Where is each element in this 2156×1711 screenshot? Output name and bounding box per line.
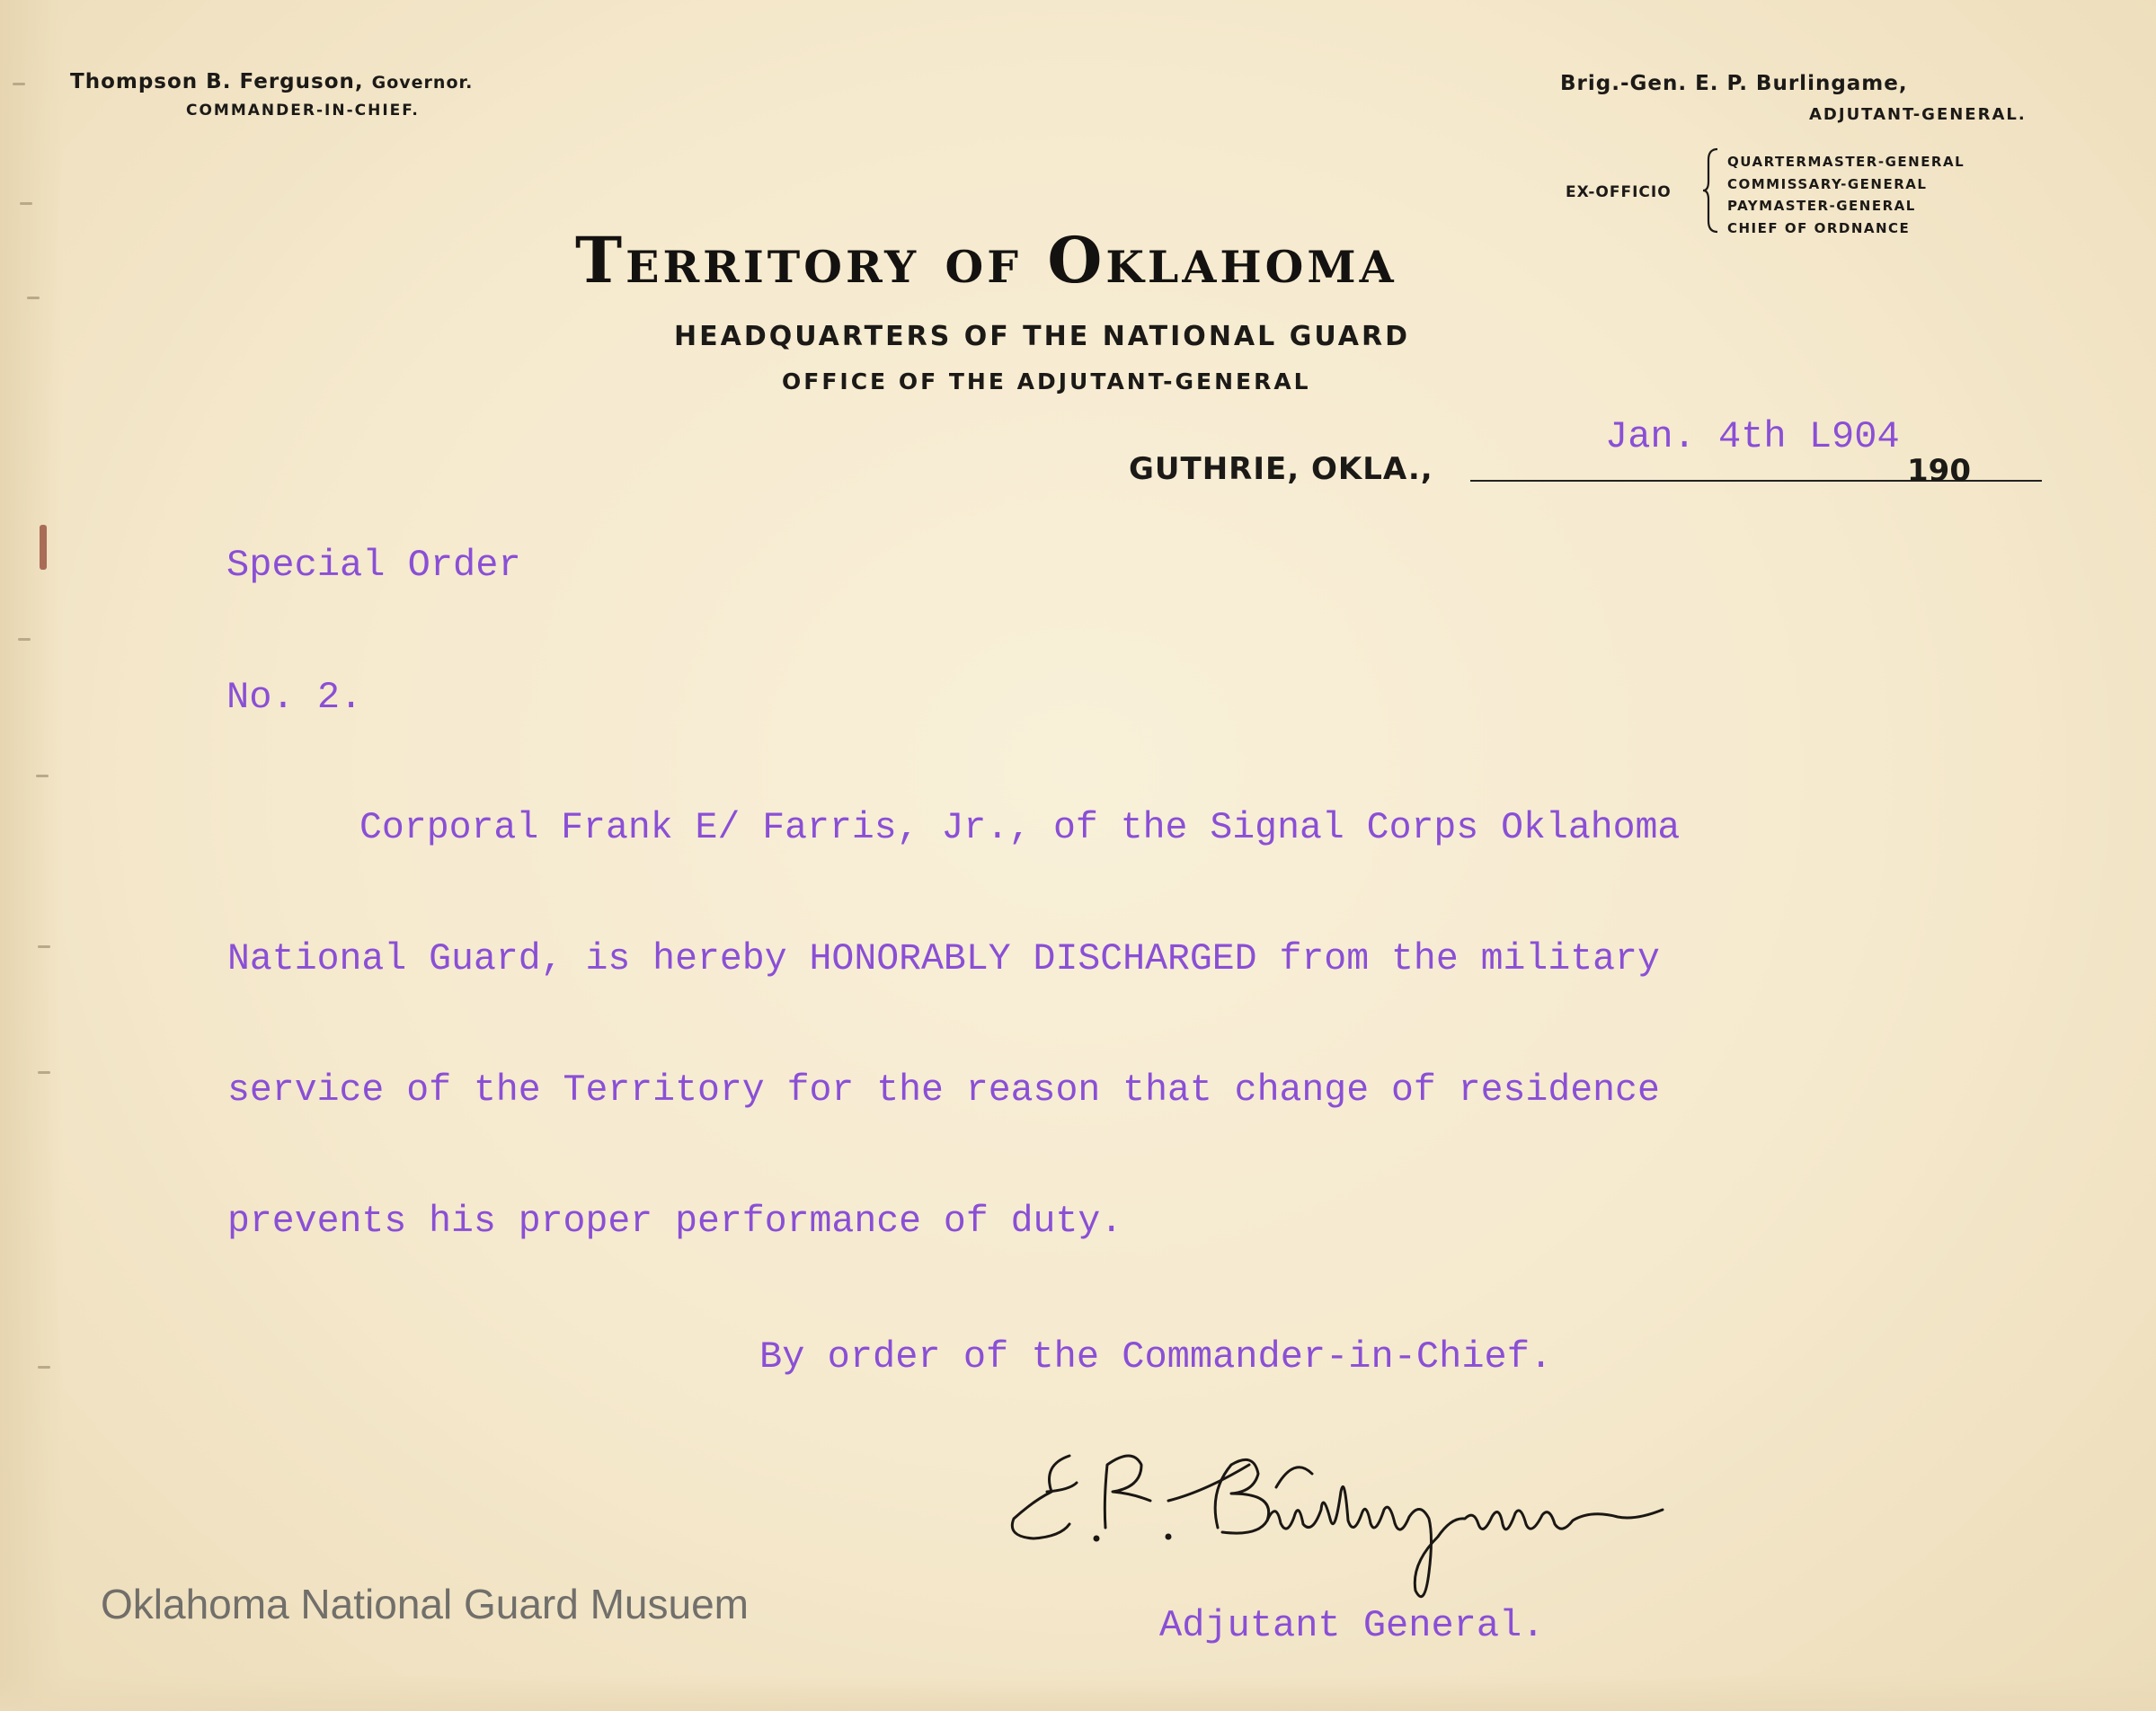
edge-mark (18, 638, 31, 641)
order-body-line: prevents his proper performance of duty. (227, 1201, 1123, 1243)
order-body-line: National Guard, is hereby HONORABLY DISCHARGED from the military (227, 938, 1660, 980)
order-body-line: service of the Territory for the reason that change of residence (227, 1069, 1660, 1112)
adjutant-name: Brig.-Gen. E. P. Burlingame, (1560, 72, 1908, 95)
signature (1007, 1438, 1887, 1618)
edge-mark (38, 945, 50, 948)
museum-watermark: Oklahoma National Guard Musuem (101, 1581, 749, 1627)
edge-mark (36, 775, 49, 777)
governor-name-text: Thompson B. Ferguson, (70, 70, 364, 93)
order-authority: By order of the Commander-in-Chief. (759, 1335, 1553, 1379)
year-prefix: 190 (1907, 453, 1971, 489)
paper-bottom-shadow (0, 1675, 2156, 1711)
signer-title: Adjutant General. (1159, 1604, 1545, 1647)
governor-title: COMMANDER-IN-CHIEF. (186, 102, 420, 120)
governor-name (70, 70, 473, 93)
order-number: No. 2. (226, 676, 363, 719)
ex-officio-role: COMMISSARY-GENERAL (1727, 175, 1928, 192)
order-title: Special Order (226, 544, 521, 587)
letterhead-subtitle: HEADQUARTERS OF THE NATIONAL GUARD (674, 321, 1410, 352)
brace-icon (1701, 147, 1721, 234)
ex-officio-role: PAYMASTER-GENERAL (1727, 198, 1916, 214)
stain-mark (40, 525, 47, 570)
adjutant-title: ADJUTANT-GENERAL. (1809, 105, 2027, 124)
ex-officio-roles (1727, 151, 1965, 239)
edge-mark (20, 202, 32, 205)
edge-mark (27, 297, 40, 299)
order-date: Jan. 4th L904 (1605, 415, 1900, 458)
ex-officio-role: CHIEF OF ORDNANCE (1727, 219, 1911, 236)
ex-officio-label: EX-OFFICIO (1566, 183, 1672, 201)
place-label: GUTHRIE, OKLA., (1129, 451, 1433, 487)
ex-officio-role: QUARTERMASTER-GENERAL (1727, 154, 1965, 170)
letterhead-title: Territory of Oklahoma (575, 223, 1397, 297)
letterhead-office: OFFICE OF THE ADJUTANT-GENERAL (782, 368, 1311, 395)
edge-mark (38, 1071, 50, 1074)
governor-role: Governor. (371, 73, 474, 93)
order-body-line: Corporal Frank E/ Farris, Jr., of the Signal Corps Oklahoma (359, 807, 1681, 849)
edge-mark (38, 1366, 50, 1369)
paper-edge-shadow (0, 0, 63, 1711)
edge-mark (13, 83, 25, 85)
